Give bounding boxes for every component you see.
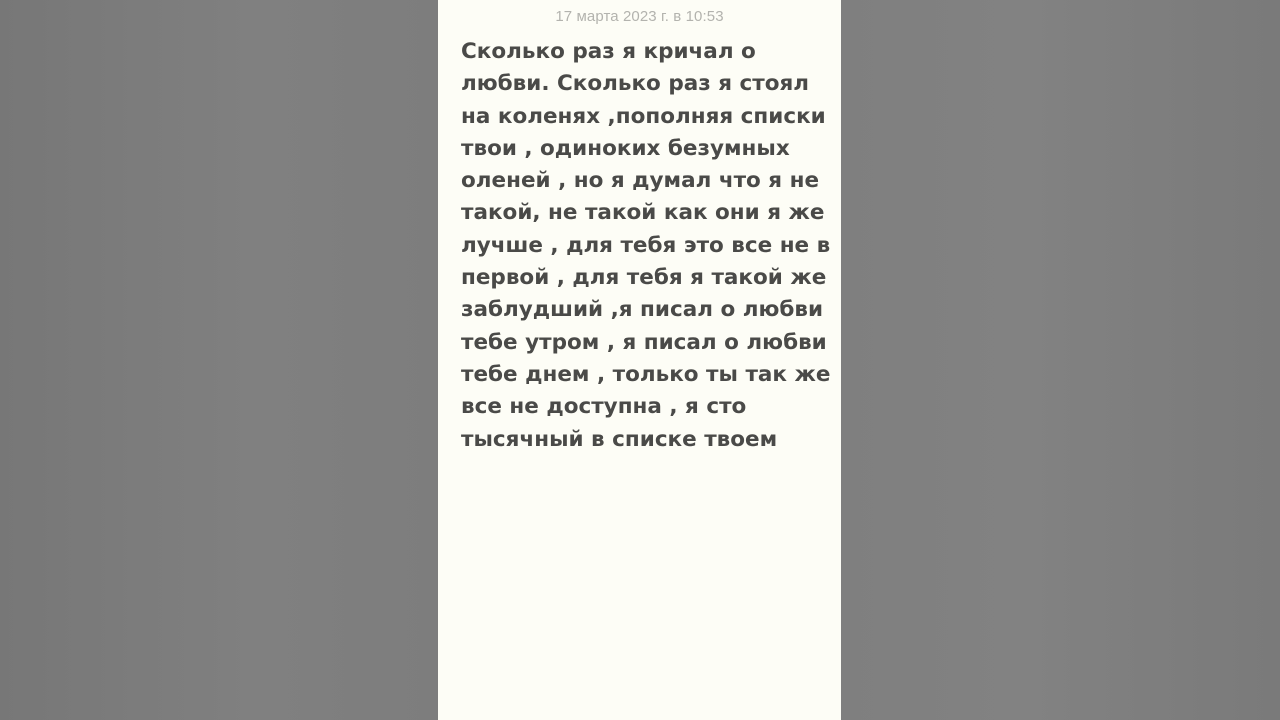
- note-line: тебе днем , только ты так же: [461, 361, 831, 387]
- note-line: на коленях ,пополняя списки: [461, 103, 826, 129]
- note-line: все не доступна , я сто: [461, 394, 747, 420]
- note-line: твои , одиноких безумных: [461, 135, 790, 161]
- note-line: тысячный в списке твоем: [461, 426, 778, 452]
- note-date: 17 марта 2023 г. в 10:53: [555, 8, 724, 25]
- note-line: любви. Сколько раз я стоял: [461, 71, 810, 97]
- note-line: первой , для тебя я такой же: [461, 265, 827, 291]
- note-line: заблудший ,я писал о любви: [461, 297, 824, 323]
- note-line: тебе утром , я писал о любви: [461, 329, 827, 355]
- note-body[interactable]: [461, 36, 831, 456]
- note-line: Сколько раз я кричал о: [461, 39, 756, 64]
- note-line: лучше , для тебя это все не в: [461, 232, 831, 258]
- note-line: такой, не такой как они я же: [461, 200, 825, 226]
- note-line: оленей , но я думал что я не: [461, 168, 820, 194]
- note-panel: [438, 0, 841, 720]
